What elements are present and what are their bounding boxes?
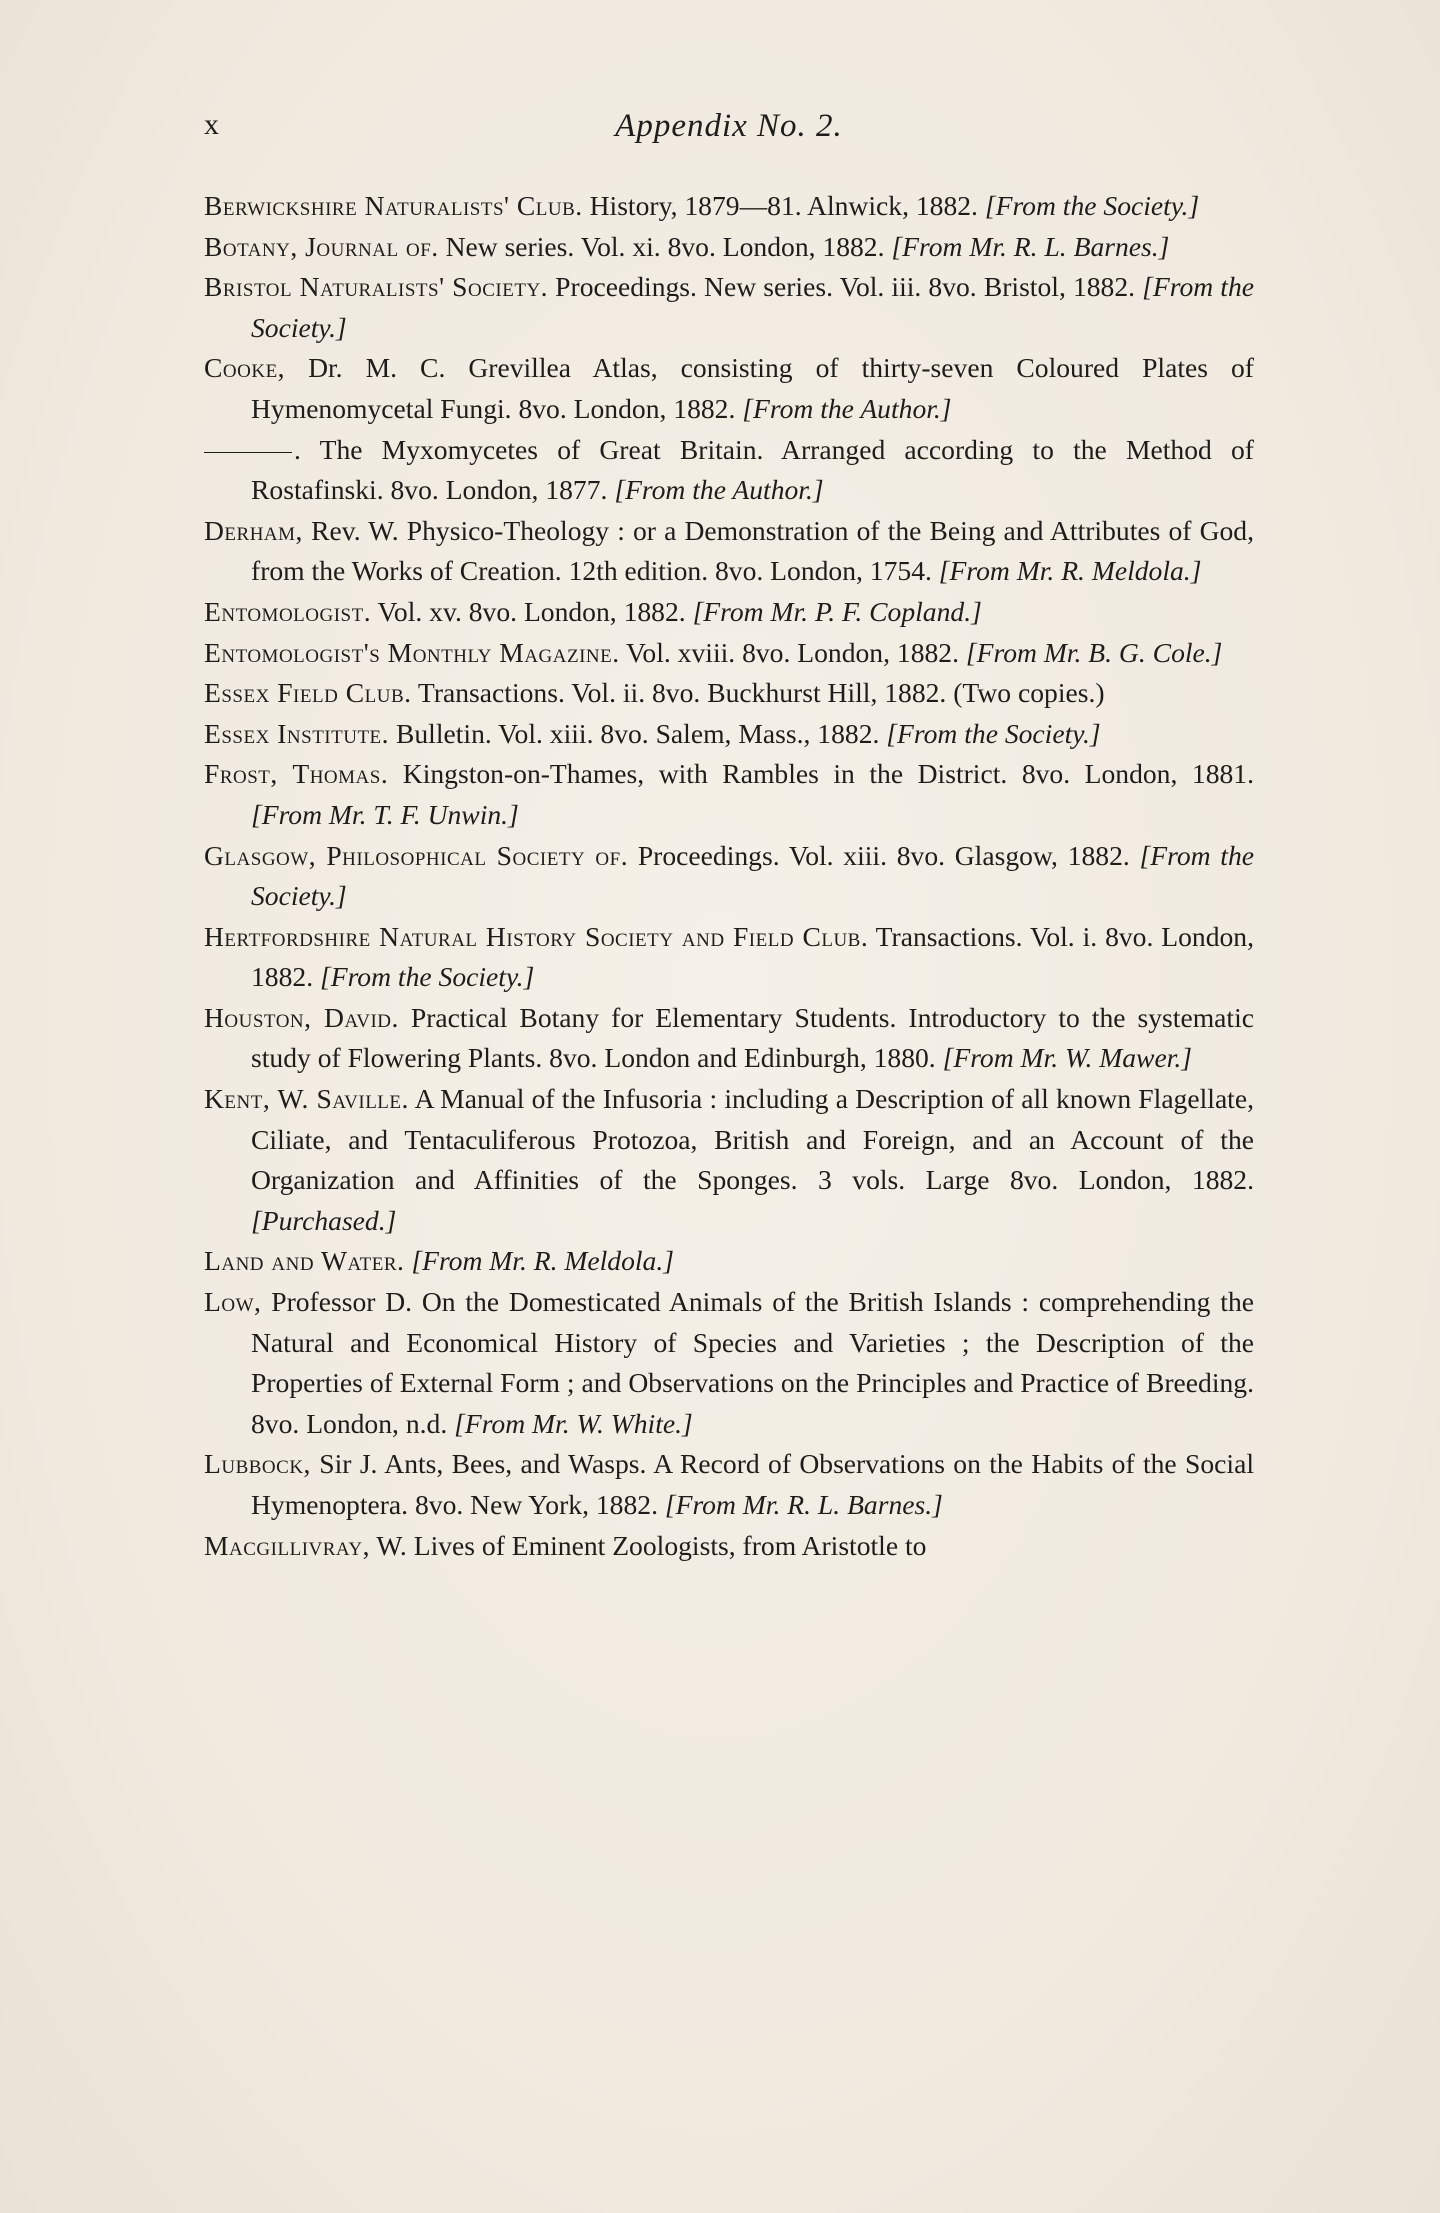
entry-body: Vol. xv. 8vo. London, 1882.: [371, 595, 693, 627]
entry-source: [From Mr. B. G. Cole.]: [965, 636, 1223, 668]
entry-source: [From the Society.]: [319, 961, 535, 993]
entry-source: [From Mr. W. White.]: [454, 1407, 693, 1439]
entry-source: [From Mr. R. L. Barnes.]: [664, 1489, 943, 1520]
entry-body: . The Myxomycetes of Great Britain. Arranged according to the Method of Rostafinski. 8vo. London, 1877.: [251, 433, 1254, 506]
ditto-dash: [204, 452, 292, 453]
entry-name: Cooke,: [204, 352, 286, 384]
list-item: [204, 1282, 1254, 1444]
entry-body: Rev. W. Physico-Theology : or a Demonstration of the Being and Attributes of God, from the Works of Creation. 12th edition. 8vo. London, 1754.: [251, 514, 1254, 587]
entry-source: [From the Society.]: [251, 839, 1254, 912]
entry-body: History, 1879—81. Alnwick, 1882.: [582, 190, 985, 221]
entry-name: Essex Institute.: [204, 717, 390, 749]
list-item: [204, 1526, 1254, 1567]
entry-body: Proceedings. New series. Vol. iii. 8vo. Bristol, 1882.: [548, 271, 1143, 303]
entry-body: New series. Vol. xi. 8vo. London, 1882.: [438, 230, 892, 262]
entry-body: Dr. M. C. Grevillea Atlas, consisting of thirty-seven Coloured Plates of Hymenomycetal Fungi. 8vo. London, 1882.: [251, 352, 1254, 424]
list-item: [204, 1079, 1254, 1241]
list-item: [204, 186, 1254, 227]
page-number: x: [204, 108, 220, 141]
list-item: [204, 998, 1254, 1079]
entry-body: Professor D. On the Domesticated Animals of the British Islands : comprehending the Natural and Economical History of Species and Varieties ; the Description of the Properties of External Form ; and Observations on the Principles and Practice of Breeding. 8vo. London, n.d.: [251, 1286, 1254, 1439]
list-item: [204, 917, 1254, 998]
entry-body: Bulletin. Vol. xiii. 8vo. Salem, Mass., 1882.: [389, 717, 887, 749]
running-title: Appendix No. 2.: [615, 108, 843, 144]
entry-body: Transactions. Vol. ii. 8vo. Buckhurst Hill, 1882. (Two copies.): [411, 677, 1105, 709]
entry-body: Practical Botany for Elementary Students. Introductory to the systematic study of Flowering Plants. 8vo. London and Edinburgh, 1880.: [251, 1001, 1254, 1074]
entry-body: Kingston-on-Thames, with Rambles in the District. 8vo. London, 1881.: [388, 758, 1254, 790]
list-item: [204, 673, 1254, 714]
entry-list: [204, 186, 1254, 1566]
entry-name: Berwickshire Naturalists' Club.: [204, 190, 583, 221]
entry-source: [From Mr. R. L. Barnes.]: [891, 230, 1170, 262]
entry-source: [From the Society.]: [886, 717, 1101, 749]
list-item: [204, 1444, 1254, 1525]
entry-name: Lubbock,: [204, 1448, 311, 1480]
entry-body: W. Lives of Eminent Zoologists, from Aristotle to: [370, 1529, 927, 1561]
entry-name: Macgillivray,: [204, 1529, 371, 1561]
entry-body: Proceedings. Vol. xiii. 8vo. Glasgow, 1882.: [628, 839, 1140, 871]
entry-body: Vol. xviii. 8vo. London, 1882.: [619, 636, 966, 668]
entry-name: Hertfordshire Natural History Society and Field Club.: [204, 920, 869, 952]
entry-name: Kent, W. Saville.: [204, 1083, 409, 1115]
entry-source: [From the Author.]: [742, 392, 952, 424]
entry-name: Low,: [204, 1286, 262, 1318]
entry-source: [From Mr. R. Meldola.]: [938, 555, 1202, 587]
entry-name: Bristol Naturalists' Society.: [204, 271, 549, 303]
list-item: [204, 1241, 1254, 1282]
entry-body: A Manual of the Infusoria : including a Description of all known Flagellate, Ciliate, and Tentaculiferous Protozoa, British and Foreign, and an Account of the Organization and Affinities of the Sponges. 3 vols. Large 8vo. London, 1882.: [251, 1083, 1254, 1196]
entry-body: Sir J. Ants, Bees, and Wasps. A Record of Observations on the Habits of the Social Hymenoptera. 8vo. New York, 1882.: [251, 1448, 1254, 1520]
list-item: [204, 836, 1254, 917]
list-item: [204, 754, 1254, 835]
entry-name: Essex Field Club.: [204, 677, 412, 709]
list-item: [204, 511, 1254, 592]
entry-body: Transactions. Vol. i. 8vo. London, 1882.: [251, 920, 1254, 993]
entry-name: Glasgow, Philosophical Society of.: [204, 839, 629, 871]
page-header: [204, 108, 1254, 158]
entry-source: [From Mr. P. F. Copland.]: [692, 595, 982, 627]
list-item: [204, 430, 1254, 511]
entry-source: [From Mr. R. Meldola.]: [411, 1245, 674, 1277]
entry-name: Derham,: [204, 514, 303, 546]
entry-source: [From Mr. T. F. Unwin.]: [251, 798, 519, 830]
list-item: [204, 714, 1254, 755]
entry-name: Botany, Journal of.: [204, 230, 439, 262]
list-item: [204, 227, 1254, 268]
entry-source: [From the Society.]: [984, 190, 1200, 221]
entry-name: Land and Water.: [204, 1245, 405, 1277]
list-item: [204, 633, 1254, 674]
entry-name: Entomologist's Monthly Magazine.: [204, 636, 620, 668]
entry-source: [Purchased.]: [251, 1204, 397, 1236]
entry-name: Frost, Thomas.: [204, 758, 389, 790]
entry-name: Houston, David.: [204, 1001, 399, 1033]
entry-source: [From the Author.]: [614, 474, 824, 506]
list-item: [204, 267, 1254, 348]
list-item: [204, 592, 1254, 633]
entry-name: Entomologist.: [204, 595, 372, 627]
entry-source: [From the Society.]: [251, 271, 1254, 343]
list-item: [204, 348, 1254, 429]
entry-source: [From Mr. W. Mawer.]: [942, 1042, 1193, 1074]
